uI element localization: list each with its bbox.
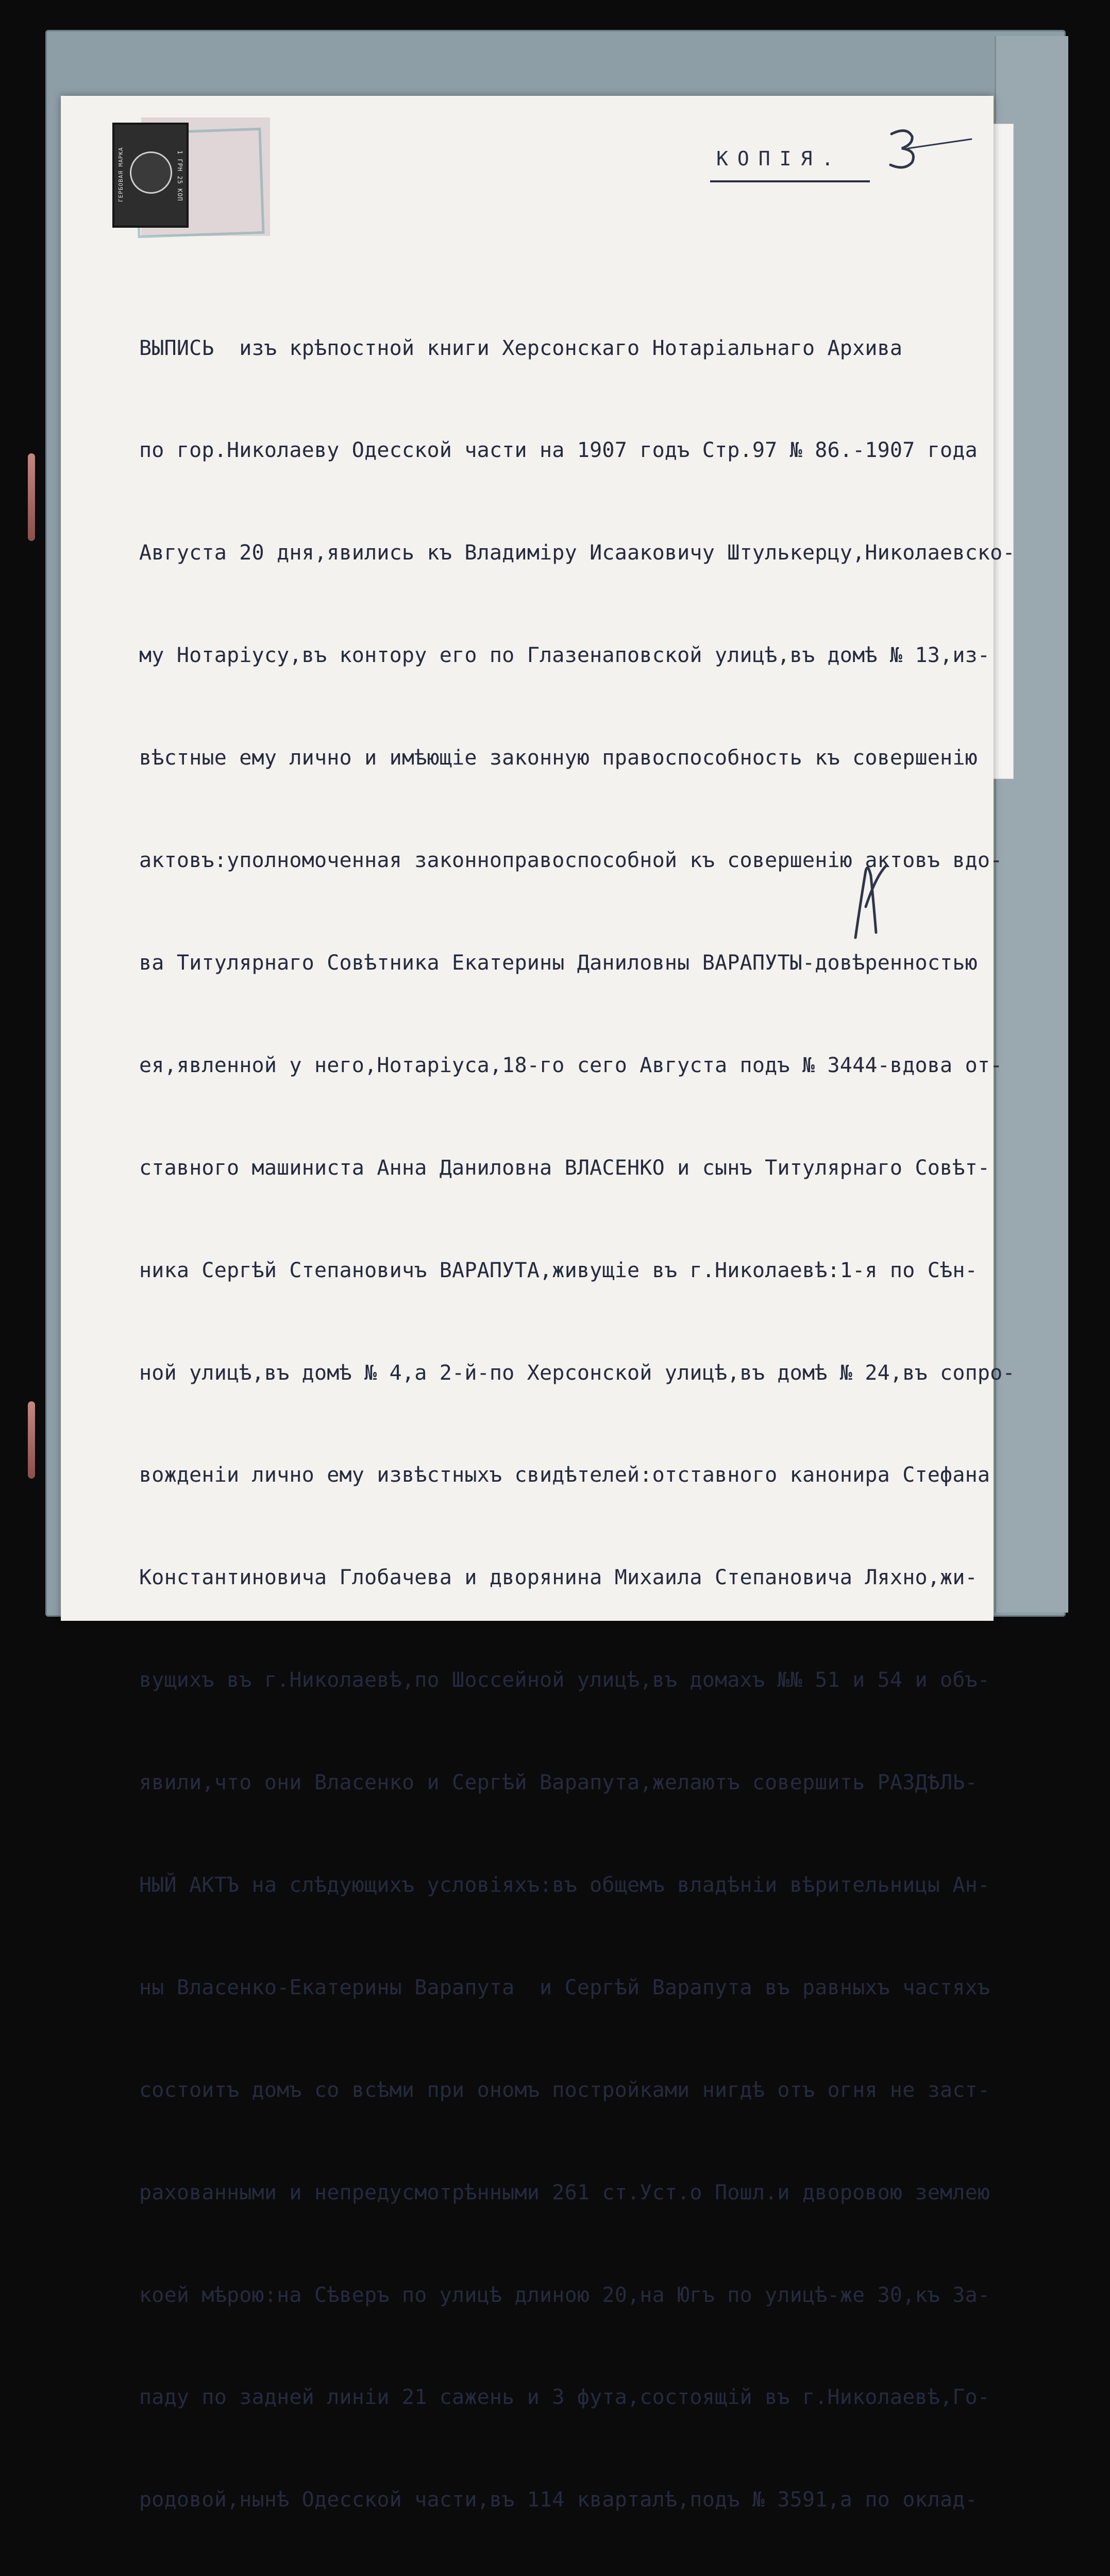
eagle-emblem-icon [130,151,172,194]
text-line: Константиновича Глобачева и дворянина Михаила Степановича Ляхно,жи- [139,1566,978,1590]
text-line: НЫЙ АКТЪ на слѣдующихъ условіяхъ:въ общемъ владѣніи вѣрительницы Ан- [139,1873,990,1897]
text-line: вущихъ въ г.Николаевѣ,по Шоссейной улицѣ,въ домахъ №№ 51 и 54 и объ- [139,1668,990,1692]
text-line: ея,явленной у него,Нотаріуса,18-го сего Августа подъ № 3444-вдова от- [139,1053,1003,1077]
text-line: родовой,нынѣ Одесской части,въ 114 кварталѣ,подъ № 3591,а по оклад- [139,2488,978,2512]
text-line: коей мѣрою:на Сѣверъ по улицѣ длиною 20,на Югъ по улицѣ-же 30,къ За- [139,2283,990,2307]
stamp-value: 1 ГРН 25 КОП [176,150,183,201]
text-line: Августа 20 дня,явились къ Владиміру Исааковичу Штулькерцу,Николаевско- [139,541,1015,565]
text-line: ставного машиниста Анна Даниловна ВЛАСЕНКО и сынъ Титулярнаго Совѣт- [139,1156,990,1180]
text-line: му Нотаріусу,въ контору его по Глазенаповской улицѣ,въ домѣ № 13,из- [139,643,990,668]
binding-string-top [28,453,35,541]
text-line: актовъ:уполномоченная законноправоспособной къ совершенію актовъ вдо- [139,849,1003,873]
stamp-label: ГЕРБОВАЯ МАРКА [117,147,124,202]
text-line: ва Титулярнаго Совѣтника Екатерины Даниловны ВАРАПУТЫ-довѣренностью [139,951,978,975]
binding-string-bottom [28,1401,35,1479]
text-line: ника Сергѣй Степановичъ ВАРАПУТА,живущіе въ г.Николаевѣ:1-я по Сѣн- [139,1258,978,1282]
text-line: по гор.Николаеву Одесской части на 1907 годъ Стр.97 № 86.-1907 года [139,438,978,463]
heading-underline [710,180,870,182]
document-body [139,263,1015,2576]
text-line: состоитъ домъ со всѣми при ономъ постройками нигдѣ отъ огня не заст- [139,2078,990,2102]
handwritten-page-number [876,124,974,175]
text-line: ной улицѣ,въ домѣ № 4,а 2-й-по Херсонской улицѣ,въ домѣ № 24,въ сопро- [139,1361,1015,1385]
stamp-face [112,123,189,228]
text-line: явили,что они Власенко и Сергѣй Варапута,желаютъ совершить РАЗДѢЛЬ- [139,1771,978,1795]
text-line: вожденіи лично ему извѣстныхъ свидѣтелей:отставного канонира Стефана [139,1463,990,1487]
text-line: рахованными и непредусмотрѣнными 261 ст.Уст.о Пошл.и дворовою землею [139,2180,990,2205]
text-line: паду по задней линіи 21 сажень и 3 фута,состоящій въ г.Николаевѣ,Го- [139,2385,990,2410]
handwritten-initials [845,855,892,943]
text-line: ны Власенко-Екатерины Варапута и Сергѣй Варапута въ равныхъ частяхъ [139,1975,990,1999]
document-heading: КОПІЯ. [716,147,843,170]
text-line: вѣстные ему лично и имѣющіе законную правоспособность къ совершенію [139,746,978,770]
text-line: ВЫПИСЬ изъ крѣпостной книги Херсонскаго Нотаріальнаго Архива [139,336,903,360]
revenue-stamp [112,117,250,244]
